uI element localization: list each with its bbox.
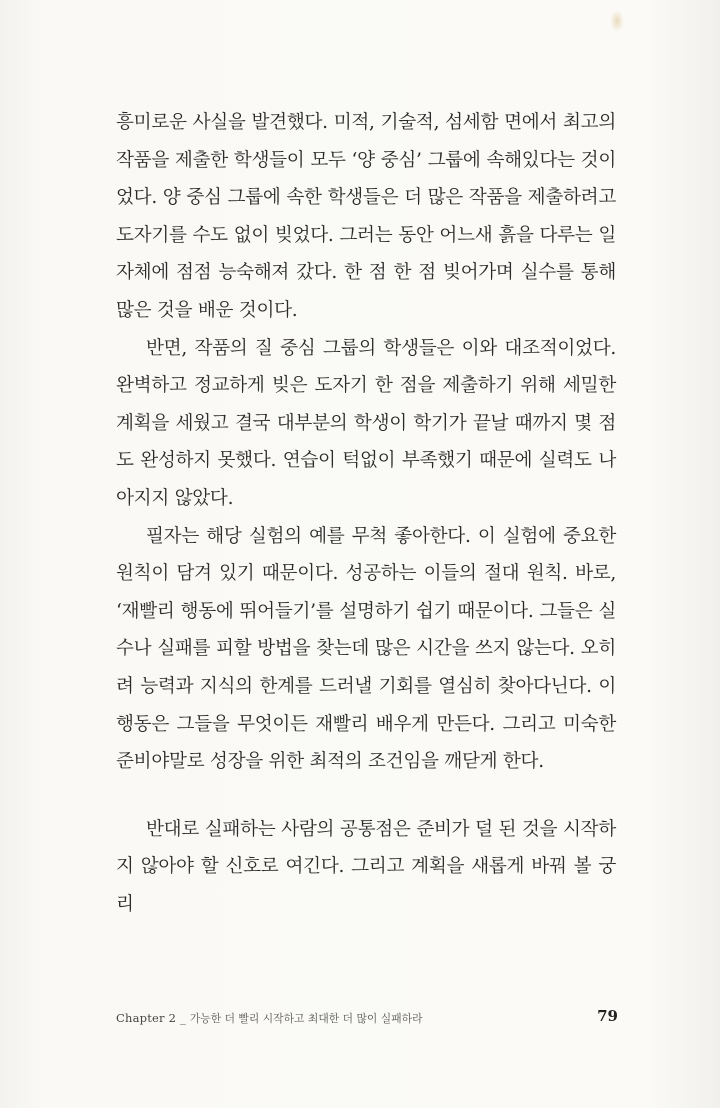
- page-stain: [610, 10, 624, 32]
- page-footer: [116, 1007, 618, 1035]
- body-text: [116, 104, 616, 923]
- page-number: 79: [597, 1007, 618, 1025]
- paragraph-2: 반면, 작품의 질 중심 그룹의 학생들은 이와 대조적이었다. 완벽하고 정교하게 빚은 도자기 한 점을 제출하기 위해 세밀한 계획을 세웠고 결국 대부분의 학생이 학기가 끝날 때까지 몇 점도 완성하지 못했다. 연습이 턱없이 부족했기 때문에 실력도 나아지지 않았다.: [116, 337, 616, 509]
- paragraph-4: 반대로 실패하는 사람의 공통점은 준비가 덜 된 것을 시작하지 않아야 할 신호로 여긴다. 그리고 계획을 새롭게 바꿔 볼 궁리: [116, 818, 616, 915]
- footer-separator: _: [180, 1011, 186, 1025]
- footer-subtitle: 가능한 더 빨리 시작하고 최대한 더 많이 실패하라: [189, 1012, 423, 1025]
- paragraph-3: 필자는 해당 실험의 예를 무척 좋아한다. 이 실험에 중요한 원칙이 담겨 있기 때문이다. 성공하는 이들의 절대 원칙. 바로, ‘재빨리 행동에 뛰어들기’를 설명하기 쉽기 때문이다. 그들은 실수나 실패를 피할 방법을 찾는데 많은 시간을 쓰지 않는다. 오히려 능력과 지식의 한계를 드러낼 기회를 열심히 찾아다닌다. 이 행동은 그들을 무엇이든 재빨리 배우게 만든다. 그리고 미숙한 준비야말로 성장을 위한 최적의 조건임을 깨닫게 한다.: [116, 525, 616, 773]
- paragraph-1: 흥미로운 사실을 발견했다. 미적, 기술적, 섬세함 면에서 최고의 작품을 제출한 학생들이 모두 ‘양 중심’ 그룹에 속해있다는 것이었다. 양 중심 그룹에 속한 학생들은 더 많은 작품을 제출하려고 도자기를 수도 없이 빚었다. 그러는 동안 어느새 흙을 다루는 일 자체에 점점 능숙해져 갔다. 한 점 한 점 빚어가며 실수를 통해 많은 것을 배운 것이다.: [116, 112, 616, 321]
- footer-chapter: Chapter 2: [116, 1011, 177, 1025]
